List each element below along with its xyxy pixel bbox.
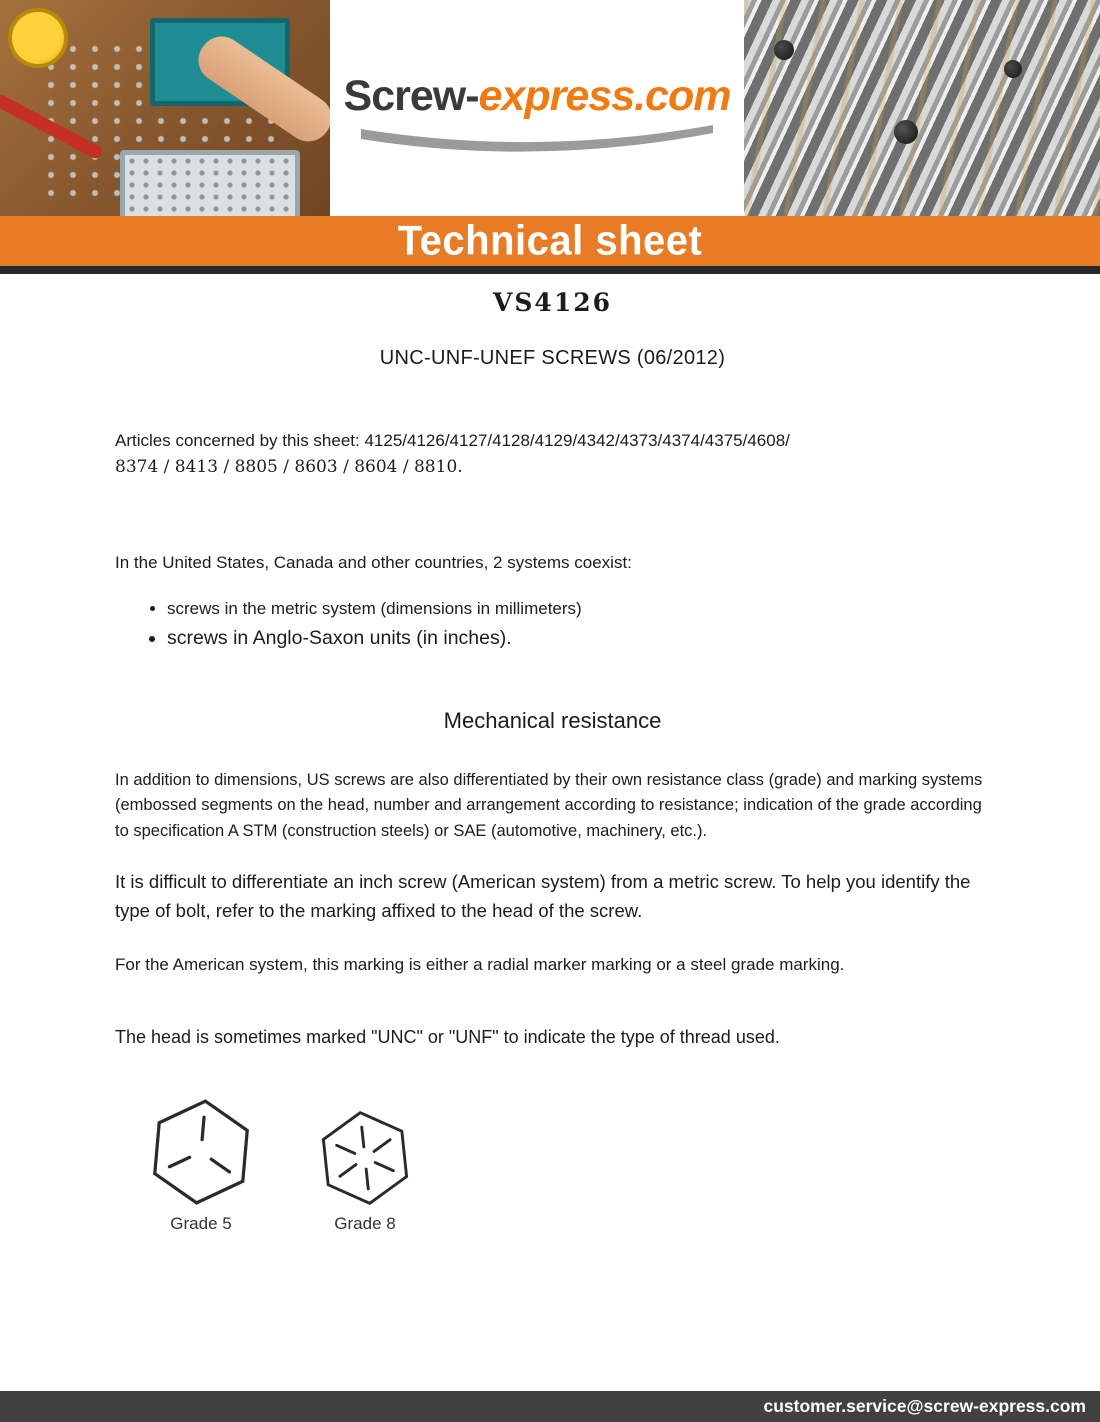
systems-list: [115, 599, 990, 650]
grade-5-hex-head-icon: [140, 1091, 261, 1212]
paragraph: In addition to dimensions, US screws are also differentiated by their own resistance class (grade) and marking systems (embossed segments on the head, number and arrangement according to resistance; indication of the grade according to specification A STM (construction steels) or SAE (automotive, machinery, etc.).: [115, 770, 983, 840]
footer: [0, 1391, 1100, 1422]
banner: [0, 216, 1100, 266]
header-photo-workbench: [0, 0, 330, 216]
tape-measure-shape: [8, 8, 68, 68]
articles-paragraph: [115, 428, 990, 481]
document-title: UNC-UNF-UNEF SCREWS (06/2012): [379, 347, 726, 369]
document-body: [0, 288, 1100, 1234]
grade-8-label: Grade 8: [334, 1213, 396, 1233]
screw-head-shape: [1004, 60, 1022, 78]
articles-line-2: 8374 / 8413 / 8805 / 8603 / 8604 / 8810.: [115, 457, 463, 478]
list-item: • screws in the metric system (dimensions in millimeters): [167, 599, 990, 619]
banner-divider: [0, 266, 1100, 274]
document-reference: VS4126: [492, 288, 613, 317]
paragraph: For the American system, this marking is either a radial marker marking or a steel grade marking.: [115, 954, 845, 974]
parts-tray-shape: [120, 150, 300, 216]
header: [0, 0, 1100, 216]
grade-5-figure: [145, 1096, 257, 1234]
articles-line-1: Articles concerned by this sheet: 4125/4126/4127/4128/4129/4342/4373/4374/4375/4608/: [115, 431, 790, 450]
logo-prefix: Screw-: [343, 71, 479, 120]
screw-head-shape: [894, 120, 918, 144]
intro-paragraph: In the United States, Canada and other countries, 2 systems coexist:: [115, 552, 632, 572]
logo: [330, 0, 744, 216]
logo-swoosh-icon: [357, 123, 717, 157]
header-photo-screws: [744, 0, 1100, 216]
paragraph: The head is sometimes marked "UNC" or "UNF" to indicate the type of thread used.: [115, 1027, 780, 1048]
banner-title: Technical sheet: [397, 217, 703, 264]
logo-text: [344, 72, 731, 121]
screw-head-shape: [774, 40, 794, 60]
grade-8-figure: [315, 1108, 415, 1234]
customer-service-email-link[interactable]: customer.service@screw-express.com: [763, 1396, 1086, 1416]
grade-figures: [145, 1096, 990, 1234]
section-title: Mechanical resistance: [443, 707, 662, 733]
list-item: • screws in Anglo-Saxon units (in inches).: [167, 627, 990, 650]
paragraph: It is difficult to differentiate an inch screw (American system) from a metric screw. To help you identify the type of bolt, refer to the marking affixed to the head of the screw.: [115, 871, 971, 922]
grade-8-hex-head-icon: [310, 1103, 420, 1213]
logo-suffix: express.com: [478, 71, 731, 120]
grade-5-label: Grade 5: [170, 1213, 232, 1233]
